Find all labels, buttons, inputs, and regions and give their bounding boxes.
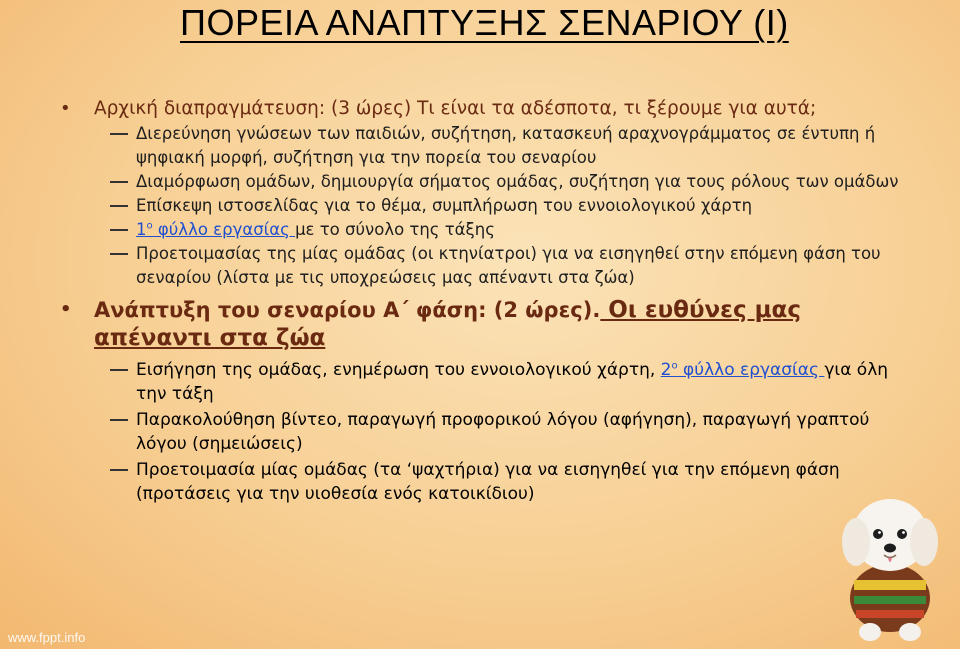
section2-heading-part2: Οι ευθύνες μας απέναντι στα ζώα — [94, 297, 801, 351]
dash-icon — [110, 229, 128, 231]
slide-content — [60, 98, 920, 506]
footer-watermark: www.fppt.info — [8, 630, 86, 645]
sub-item-text: Παρακολούθηση βίντεο, παραγωγή προφορικού λόγου (αφήγηση), παραγωγή γραπτού λόγου (σημειώσεις) — [136, 410, 870, 454]
dash-icon — [110, 419, 128, 421]
worksheet-1-link[interactable]: $1^o$ φύλλο εργασίας — [136, 220, 296, 239]
sub-item-text: Διαμόρφωση ομάδων, δημιουργία σήματος ομάδας, συζήτηση για τους ρόλους των ομάδων — [136, 172, 899, 191]
sub-item-text: Επίσκεψη ιστοσελίδας για το θέμα, συμπλήρωση του εννοιολογικού χάρτη — [136, 196, 753, 215]
bullet-initial-negotiation — [60, 98, 920, 120]
sub-item — [60, 218, 920, 242]
sub-item — [60, 194, 920, 218]
worksheet-2-link[interactable]: $2^o$ φύλλο εργασίας — [660, 360, 825, 380]
sub-item — [60, 408, 920, 456]
bullet-scenario-phase-a — [60, 296, 920, 352]
sub-item-text: Προετοιμασία μίας ομάδας (τα ‘ψαχτήρια) για να εισηγηθεί για την επόμενη φάση (προτάσεις για την υιοθεσία ενός κατοικίδιου) — [136, 460, 840, 504]
sub-item — [60, 170, 920, 194]
sub-item — [60, 458, 920, 506]
sub-item — [60, 122, 920, 170]
section2-heading-part1: Ανάπτυξη του σεναρίου Α΄ φάση: (2 ώρες). — [94, 298, 601, 322]
dash-icon — [110, 133, 128, 135]
sub-item-text: Διερεύνηση γνώσεων των παιδιών, συζήτηση, κατασκευή αραχνογράμματος σε έντυπη ή ψηφιακή μορφή, συζήτηση για την πορεία του σεναρίου — [136, 124, 876, 167]
sub-item — [60, 358, 920, 406]
dash-icon — [110, 253, 128, 255]
sub-item-text: με το σύνολο της τάξης — [295, 220, 495, 239]
sub-item-text: Προετοιμασίας της μίας ομάδας (οι κτηνίατροι) για να εισηγηθεί στην επόμενη φάση του σεναρίου (λίστα με τις υποχρεώσεις μας απέναντι στα ζώα) — [136, 244, 881, 287]
bullet-icon: • — [60, 299, 72, 320]
dash-icon — [110, 369, 128, 371]
dash-icon — [110, 469, 128, 471]
dash-icon — [110, 181, 128, 183]
sub-item-text: Εισήγηση της ομάδας, ενημέρωση του εννοιολογικού χάρτη, — [136, 360, 661, 380]
slide-title: ΠΟΡΕΙΑ ΑΝΑΠΤΥΞΗΣ ΣΕΝΑΡΙΟΥ (Ι) — [180, 2, 789, 43]
dash-icon — [110, 205, 128, 207]
sub-item — [60, 242, 920, 290]
section1-heading: Αρχική διαπραγμάτευση: (3 ώρες) Τι είναι τα αδέσποτα, τι ξέρουμε για αυτά; — [94, 98, 817, 119]
puppy-image — [828, 480, 953, 645]
bullet-icon: • — [60, 98, 71, 119]
sub-item-text: για όλη την τάξη — [136, 360, 889, 404]
